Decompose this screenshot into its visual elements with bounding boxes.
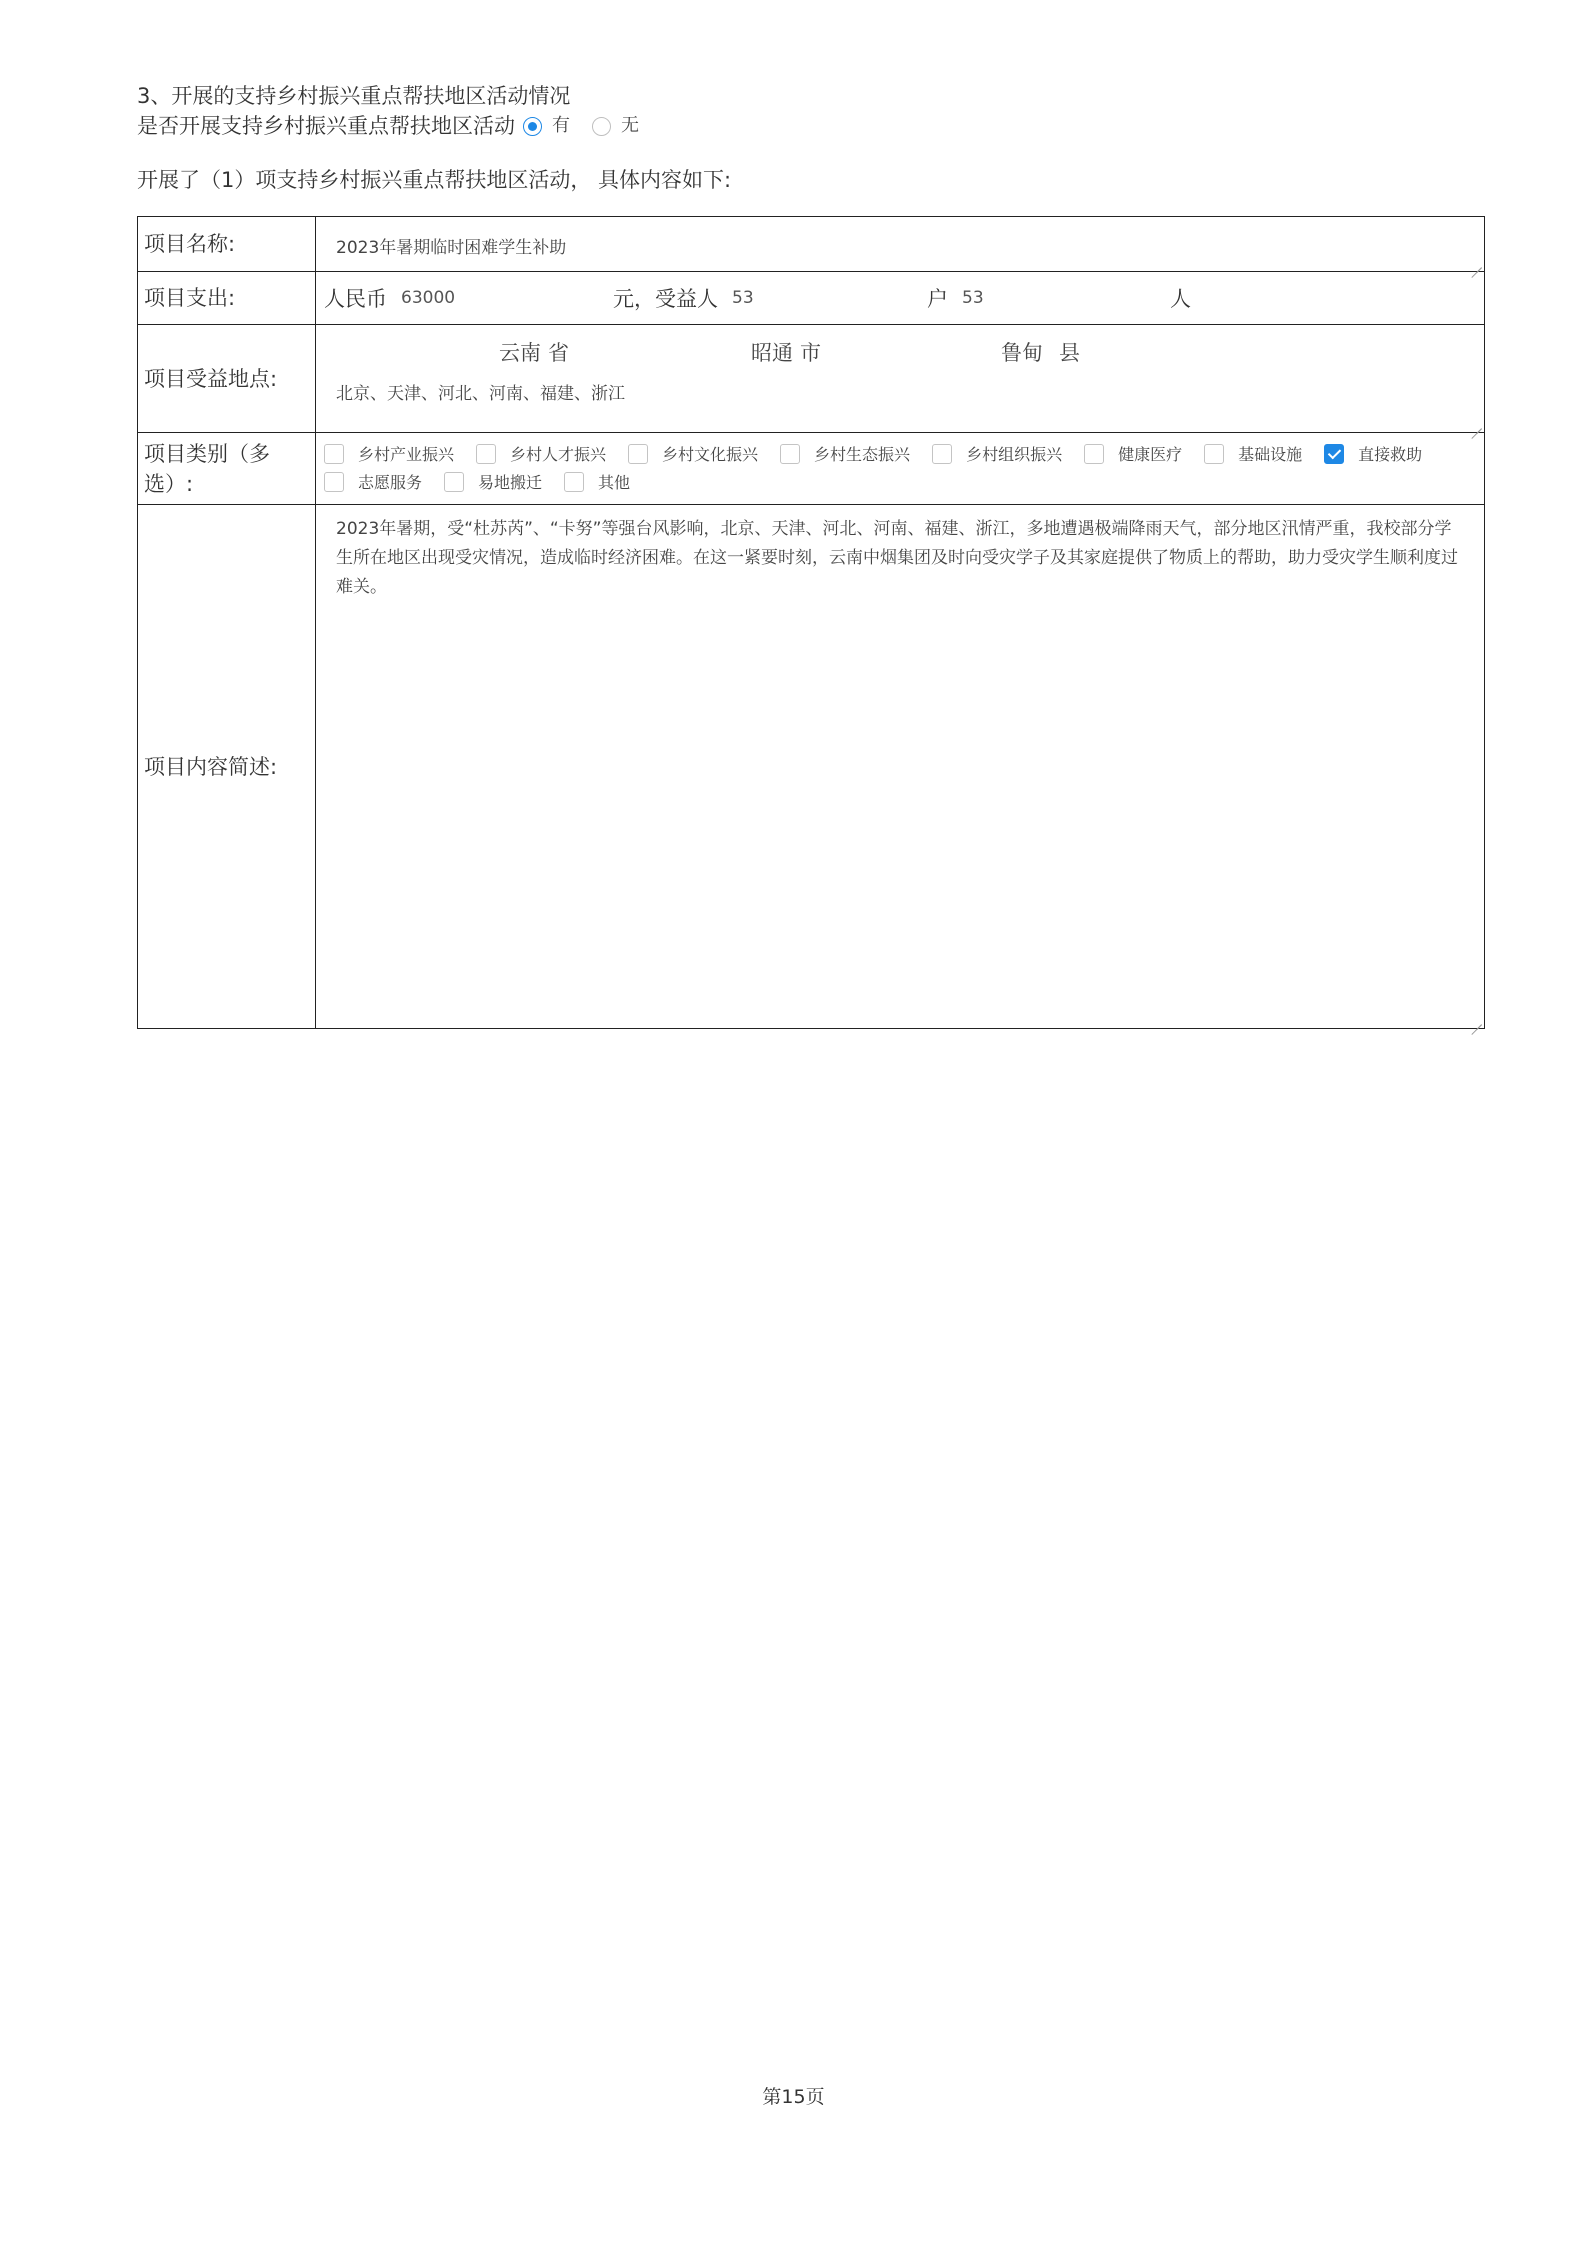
checkbox-icon[interactable] xyxy=(476,444,496,464)
checkbox-label: 乡村文化振兴 xyxy=(662,445,759,464)
project-name-field[interactable] xyxy=(316,217,1485,272)
city-select[interactable]: 昭通 xyxy=(751,341,793,365)
activity-summary: 开展了（1）项支持乡村振兴重点帮扶地区活动， 具体内容如下: xyxy=(137,168,732,192)
person-unit-label: 人 xyxy=(1170,287,1191,311)
page-number: 第15页 xyxy=(762,2086,825,2108)
city-unit-label: 市 xyxy=(800,341,821,365)
location-detail-field[interactable]: 北京、天津、河北、河南、福建、浙江 xyxy=(336,384,625,404)
checkbox-label: 乡村组织振兴 xyxy=(966,445,1063,464)
checkbox-icon[interactable] xyxy=(564,472,584,492)
resize-handle-icon[interactable] xyxy=(1470,257,1482,269)
expense-amount-input[interactable]: 63000 xyxy=(401,288,456,308)
checkbox-icon[interactable] xyxy=(1204,444,1224,464)
project-name-value[interactable]: 2023年暑期临时困难学生补助 xyxy=(336,238,567,258)
checkbox-direct-aid[interactable] xyxy=(1324,442,1422,465)
checkbox-label: 乡村产业振兴 xyxy=(358,445,455,464)
households-input[interactable]: 53 xyxy=(732,288,754,308)
checkbox-industry[interactable] xyxy=(324,442,454,465)
radio-yes-label: 有 xyxy=(552,115,570,136)
province-select[interactable]: 云南 xyxy=(499,341,541,365)
project-category-cell xyxy=(316,433,1485,505)
project-location-label: 项目受益地点: xyxy=(138,325,316,433)
checkbox-label: 乡村生态振兴 xyxy=(814,445,911,464)
project-description-label: 项目内容简述: xyxy=(138,505,316,1029)
section-title: 3、开展的支持乡村振兴重点帮扶地区活动情况 xyxy=(137,84,571,108)
resize-handle-icon[interactable] xyxy=(1470,418,1482,430)
checkmark-icon[interactable] xyxy=(1324,444,1344,464)
checkbox-label: 志愿服务 xyxy=(358,473,423,492)
checkbox-icon[interactable] xyxy=(1084,444,1104,464)
province-unit-label: 省 xyxy=(548,341,569,365)
project-location-cell xyxy=(316,325,1485,433)
project-expense-label: 项目支出: xyxy=(138,272,316,325)
project-description-field[interactable] xyxy=(316,505,1485,1029)
checkbox-label: 基础设施 xyxy=(1238,445,1303,464)
resize-handle-icon[interactable] xyxy=(1470,1014,1482,1026)
project-expense-cell xyxy=(316,272,1485,325)
checkbox-label: 其他 xyxy=(598,473,631,492)
project-name-label: 项目名称: xyxy=(138,217,316,272)
checkbox-icon[interactable] xyxy=(444,472,464,492)
project-table xyxy=(137,216,1485,1029)
checkbox-icon[interactable] xyxy=(780,444,800,464)
radio-no-label: 无 xyxy=(621,115,639,136)
county-unit-label: 县 xyxy=(1059,341,1080,365)
radio-no-icon[interactable] xyxy=(592,117,611,136)
checkbox-culture[interactable] xyxy=(628,442,758,465)
checkbox-icon[interactable] xyxy=(324,444,344,464)
checkbox-health[interactable] xyxy=(1084,442,1182,465)
checkbox-label: 易地搬迁 xyxy=(478,473,543,492)
project-description-value[interactable]: 2023年暑期，受“杜苏芮”、“卡努”等强台风影响，北京、天津、河北、河南、福建、浙江，多地遭遇极端降雨天气，部分地区汛情严重，我校部分学生所在地区出现受灾情况，造成临时经济困难。在这一紧要时刻，云南中烟集团及时向受灾学子及其家庭提供了物质上的帮助，助力受灾学生顺利度过难关。 xyxy=(336,519,1458,597)
checkbox-icon[interactable] xyxy=(932,444,952,464)
checkbox-label: 直接救助 xyxy=(1358,445,1423,464)
county-select[interactable]: 鲁甸 xyxy=(1001,341,1043,365)
checkbox-organization[interactable] xyxy=(932,442,1062,465)
checkbox-icon[interactable] xyxy=(628,444,648,464)
checkbox-relocation[interactable] xyxy=(444,470,542,493)
radio-option-yes[interactable] xyxy=(523,112,570,140)
household-unit-label: 户 xyxy=(927,287,948,311)
checkbox-icon[interactable] xyxy=(324,472,344,492)
question-label: 是否开展支持乡村振兴重点帮扶地区活动 xyxy=(137,114,515,138)
checkbox-ecology[interactable] xyxy=(780,442,910,465)
checkbox-label: 乡村人才振兴 xyxy=(510,445,607,464)
checkbox-infrastructure[interactable] xyxy=(1204,442,1302,465)
radio-option-no[interactable] xyxy=(592,112,639,140)
checkbox-volunteer[interactable] xyxy=(324,470,422,493)
project-category-label: 项目类别（多选）: xyxy=(138,433,316,505)
activity-question xyxy=(137,112,639,140)
radio-yes-icon[interactable] xyxy=(523,117,542,136)
checkbox-talent[interactable] xyxy=(476,442,606,465)
checkbox-label: 健康医疗 xyxy=(1118,445,1183,464)
persons-input[interactable]: 53 xyxy=(962,288,984,308)
beneficiary-label: 元，受益人 xyxy=(613,287,718,311)
expense-currency-label: 人民币 xyxy=(324,287,387,311)
checkbox-other[interactable] xyxy=(564,470,630,493)
